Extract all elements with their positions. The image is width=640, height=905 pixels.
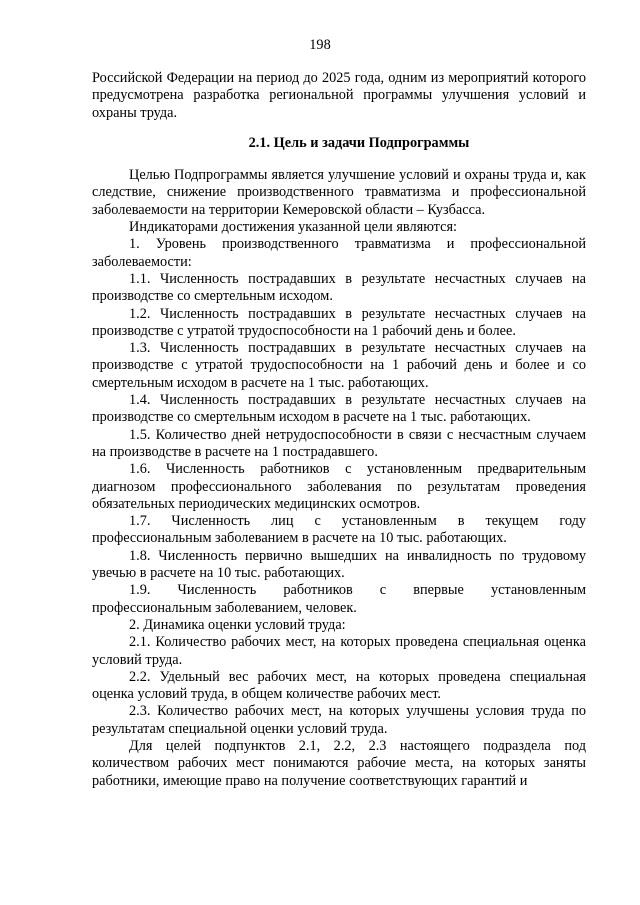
list-item-2: 2. Динамика оценки условий труда: xyxy=(129,616,346,633)
list-item-1-7: 1.7. Численность лиц с установленным в текущем году профессиональным заболеванием в расчете на 10 тыс. работающих. xyxy=(92,513,586,547)
page-number: 198 xyxy=(309,37,331,53)
paragraph-continuation: Российской Федерации на период до 2025 года, одним из мероприятий которого предусмотрена разработка региональной программы улучшения условий и охраны труда. xyxy=(92,70,586,121)
list-item-1-3: 1.3. Численность пострадавших в результате несчастных случаев на производстве с утратой трудоспособности на 1 рабочий день и более и со смертельным исходом в расчете на 1 тыс. работающих. xyxy=(92,340,586,391)
list-item-1-2: 1.2. Численность пострадавших в результате несчастных случаев на производстве с утратой трудоспособности на 1 рабочий день и более. xyxy=(92,305,586,339)
list-item-2-1: 2.1. Количество рабочих мест, на которых проведена специальная оценка условий труда. xyxy=(92,634,586,668)
list-item-1-6: 1.6. Численность работников с установленным предварительным диагнозом профессионального заболевания по результатам проведения обязательных периодических медицинских осмотров. xyxy=(92,461,586,512)
list-item-1-1: 1.1. Численность пострадавших в результате несчастных случаев на производстве со смертельным исходом. xyxy=(92,270,586,305)
paragraph-indicators-intro: Индикаторами достижения указанной цели являются: xyxy=(129,219,457,236)
list-item-1-8: 1.8. Численность первично вышедших на инвалидность по трудовому увечью в расчете на 10 тыс. работающих. xyxy=(92,547,586,582)
list-item-1: 1. Уровень производственного травматизма и профессиональной заболеваемости: xyxy=(92,236,586,270)
paragraph-definition: Для целей подпунктов 2.1, 2.2, 2.3 настоящего подраздела под количеством рабочих мест понимаются рабочие места, на которых заняты работники, имеющие право на получение соответствующих гарантий и xyxy=(92,737,586,789)
list-item-1-9: 1.9. Численность работников с впервые установленным профессиональным заболеванием, человек. xyxy=(92,582,586,616)
list-item-2-3: 2.3. Количество рабочих мест, на которых улучшены условия труда по результатам специальной оценки условий труда. xyxy=(92,703,586,737)
list-item-2-2: 2.2. Удельный вес рабочих мест, на которых проведена специальная оценка условий труда, в общем количестве рабочих мест. xyxy=(92,668,586,703)
paragraph-goal: Целью Подпрограммы является улучшение условий и охраны труда и, как следствие, снижение производственного травматизма и профессиональной заболеваемости на территории Кемеровской области – Кузбасса. xyxy=(92,167,586,218)
document-body xyxy=(92,70,586,790)
section-heading: 2.1. Цель и задачи Подпрограммы xyxy=(248,134,470,151)
list-item-1-5: 1.5. Количество дней нетрудоспособности в связи с несчастным случаем на производстве в расчете на 1 пострадавшего. xyxy=(92,426,586,460)
list-item-1-4: 1.4. Численность пострадавших в результате несчастных случаев на производстве со смертельным исходом в расчете на 1 тыс. работающих. xyxy=(92,392,586,426)
